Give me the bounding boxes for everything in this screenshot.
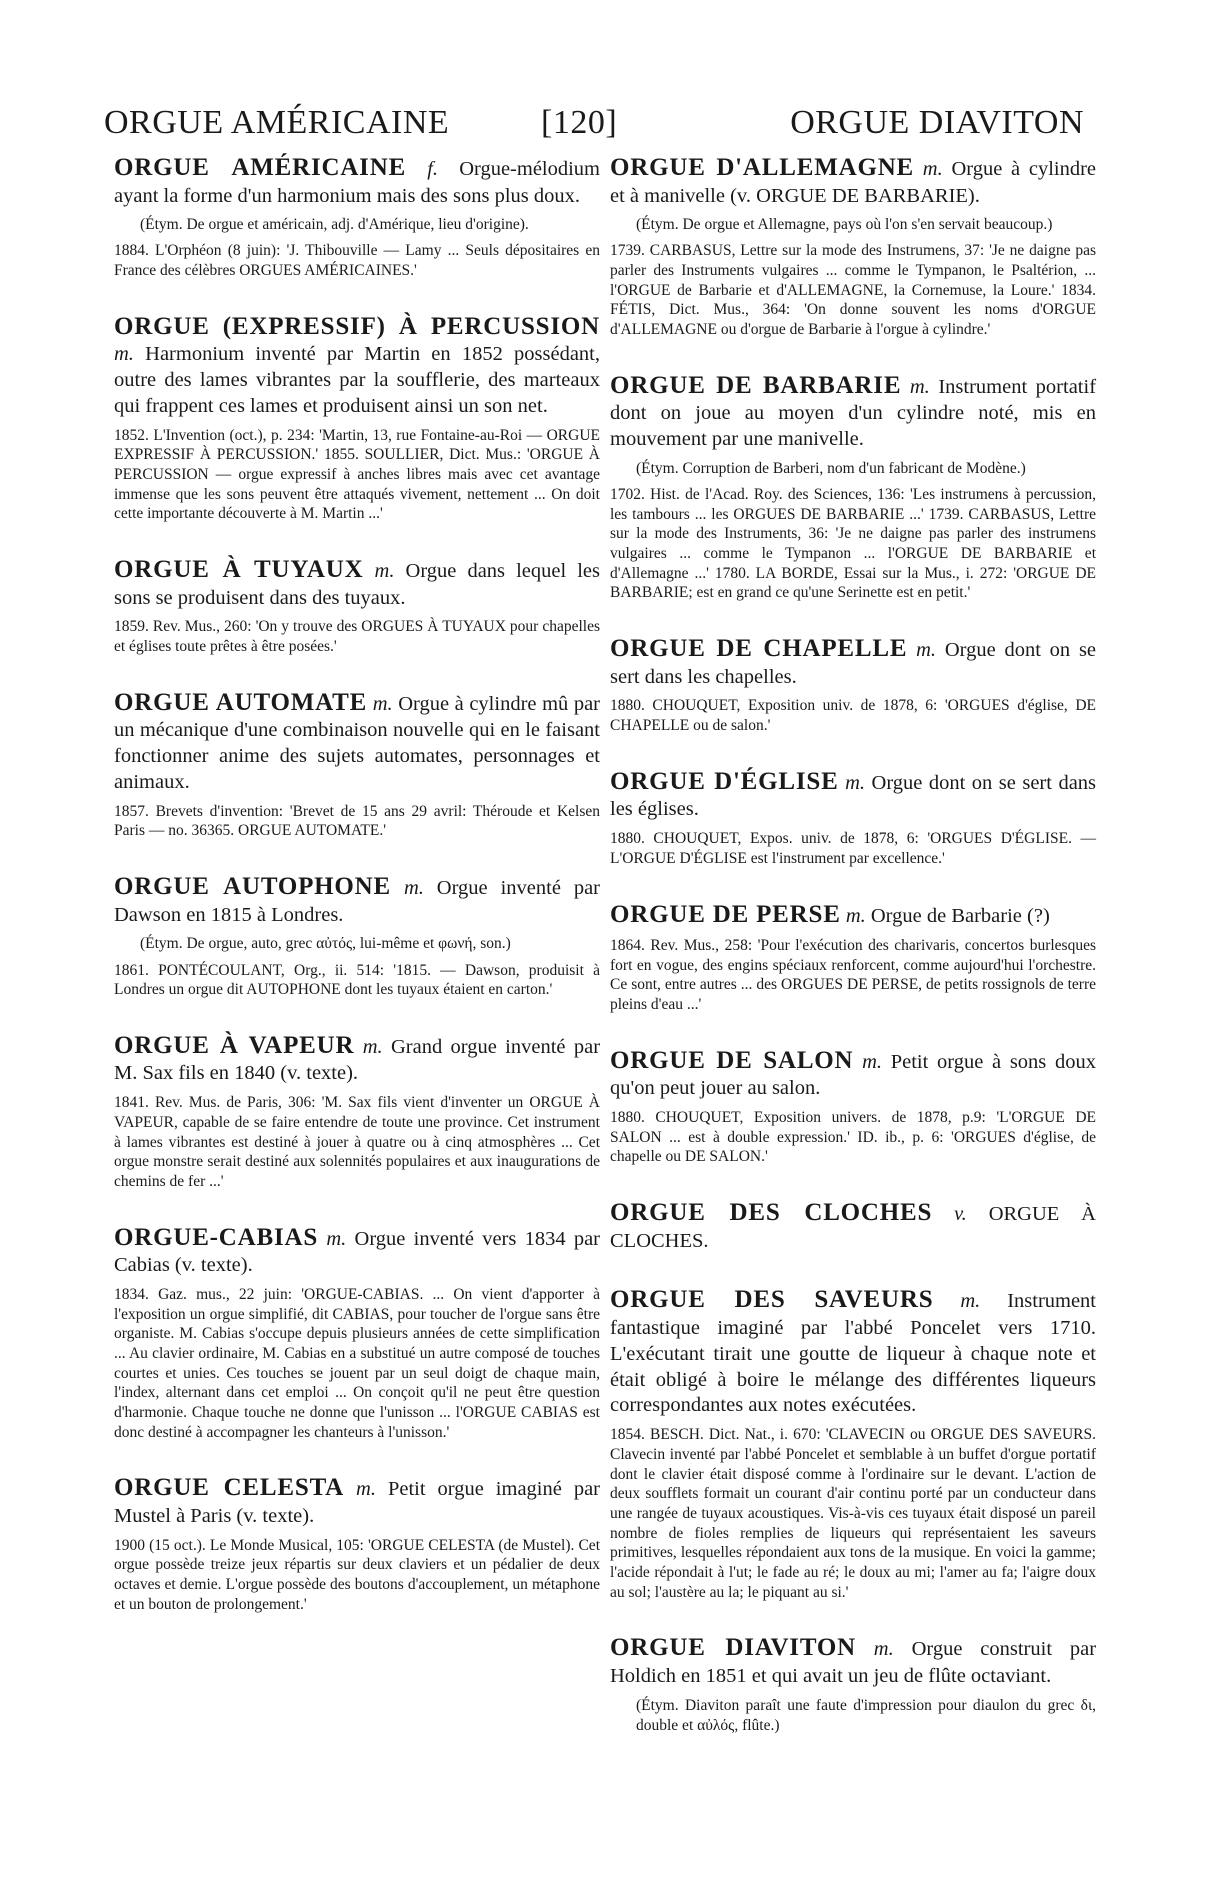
entry-definition-line (610, 1284, 1096, 1419)
entry-citations: 1852. L'Invention (oct.), p. 234: 'Martin, 13, rue Fontaine-au-Roi — ORGUE EXPRESSIF À PERCUSSION.' 1855. SOULLIER, Dict. Mus.: 'ORGUE À PERCUSSION — orgue expressif à anches libres mais avec cet avantage immense que les sons peuvent être attaqués vivement, nettement ... On doit cette importante découverte à M. Martin ...' (114, 426, 600, 523)
entry-part-of-speech: f. (427, 158, 439, 180)
entry-definition: Petit orgue imaginé par Mustel à Paris (v. texte). (114, 1478, 601, 1527)
dictionary-entry (610, 1045, 1096, 1167)
dictionary-entry (114, 687, 600, 841)
entry-headword: ORGUE DE SALON (610, 1046, 854, 1074)
entry-part-of-speech: m. (873, 1638, 894, 1661)
entry-citations: 1880. CHOUQUET, Expos. univ. de 1878, 6: 'ORGUES D'ÉGLISE. — L'ORGUE D'ÉGLISE est l'instrument par excellence.' (610, 830, 1096, 867)
entry-citations: 1861. PONTÉCOULANT, Org., ii. 514: '1815. — Dawson, produisit à Londres un orgue dit AUTOPHONE dont les tuyaux étaient en carton.' (114, 961, 600, 999)
entry-headword: ORGUE À VAPEUR (114, 1031, 355, 1059)
left-column (114, 152, 600, 1644)
entry-definition-line (114, 871, 600, 928)
entry-citations: 1854. BESCH. Dict. Nat., i. 670: 'CLAVECIN ou ORGUE DES SAVEURS. Clavecin inventé par l'abbé Poncelet et semblable à un buffet d'orgue portatif dont le clavier était disposé comme à l'ordinaire sur le devant. L'action de deux soufflets formait un courant d'air continu porté par un conducteur dans une rangée de tuyaux acoustiques. Vis-à-vis ces tuyaux était disposé un pareil nombre de fioles remplies de liqueurs qui représentaient les saveurs primitives, lesquelles répondaient aux tons de la musique. En voici la gamme; l'acide répondait à l'ut; le fade au ré; le doux au mi; l'amer au fa; l'aigre doux au sol; l'austère au la; le piquant au si.' (610, 1426, 1096, 1601)
entry-definition: Orgue inventé par Dawson en 1815 à Londres. (114, 877, 601, 926)
entry-headword: ORGUE DES CLOCHES (610, 1199, 933, 1227)
entry-headword: ORGUE DIAVITON (610, 1634, 856, 1662)
entry-part-of-speech: m. (909, 375, 930, 398)
entry-headword: ORGUE (EXPRESSIF) À PERCUSSION (114, 312, 600, 340)
entry-definition-line (610, 1632, 1096, 1689)
dictionary-entry (114, 1222, 600, 1443)
entry-headword: ORGUE À TUYAUX (114, 556, 364, 584)
entry-definition-line (610, 766, 1096, 823)
entry-headword: ORGUE-CABIAS (114, 1223, 319, 1251)
entry-definition-line (610, 633, 1096, 690)
entry-part-of-speech: m. (845, 904, 866, 927)
entry-definition: Orgue dans lequel les sons se produisent dans des tuyaux. (114, 560, 600, 609)
entry-headword: ORGUE DES SAVEURS (610, 1286, 934, 1314)
dictionary-entry (610, 1284, 1096, 1602)
entry-definition: Orgue à cylindre et à manivelle (v. ORGUE DE BARBARIE). (610, 158, 1097, 207)
entry-definition-line (114, 311, 600, 420)
dictionary-entry (114, 1030, 600, 1192)
entry-etymology: (Étym. Diaviton paraît une faute d'impression pour diaulon du grec δι, double et αὐλός, flûte.) (636, 1696, 1096, 1734)
entry-definition: Harmonium inventé par Martin en 1852 possédant, outre des lames vibrantes par la soufflerie, des marteaux qui frappent ces lames et produisent ainsi un son net. (114, 343, 601, 417)
entry-part-of-speech: m. (356, 1478, 376, 1501)
entry-definition-line (114, 687, 600, 796)
entry-citations: 1834. Gaz. mus., 22 juin: 'ORGUE-CABIAS. ... On vient d'apporter à l'exposition un orgue simplifié, dit CABIAS, pour toucher de l'orgue sans être organiste. M. Cabias s'occupe depuis plusieurs années de cette simplification ... Au clavier ordinaire, M. Cabias en a substitué un autre composé de touches courtes et unies. Ces touches se jouent par un seul doigt de chaque main, l'index, alternant dans cet emploi ... On conçoit qu'il ne peut être question d'harmonie. Chaque touche ne donne que l'unisson ... l'ORGUE CABIAS est donc destiné à accompagner les chanteurs à l'unisson.' (114, 1285, 600, 1441)
dictionary-entry (114, 311, 600, 524)
entry-definition-line (610, 1197, 1096, 1254)
entry-definition-line (114, 554, 600, 611)
entry-definition-line (610, 370, 1096, 453)
entry-part-of-speech: m. (960, 1290, 981, 1313)
entry-citations: 1900 (15 oct.). Le Monde Musical, 105: 'ORGUE CELESTA (de Mustel). Cet orgue possède treize jeux répartis sur deux claviers et un pédalier de deux octaves et demie. L'orgue possède des boutons d'accouplement, un métaphone et un bouton de prolongement.' (114, 1536, 600, 1613)
running-head (104, 104, 1084, 144)
entry-part-of-speech: m. (916, 639, 937, 662)
entry-part-of-speech: m. (403, 877, 424, 900)
entry-definition-line (114, 1222, 600, 1279)
entry-headword: ORGUE D'ÉGLISE (610, 767, 839, 795)
entry-headword: ORGUE AUTOMATE (114, 688, 368, 716)
entry-definition-line (610, 1045, 1096, 1102)
entry-definition-line (114, 1472, 600, 1529)
entry-citations: 1880. CHOUQUET, Exposition univ. de 1878, 6: 'ORGUES d'église, DE CHAPELLE ou de salon.' (610, 697, 1096, 735)
entry-headword: ORGUE DE CHAPELLE (610, 635, 908, 663)
entry-definition-line (610, 152, 1096, 209)
entry-headword: ORGUE DE PERSE (610, 900, 841, 928)
page-number: [120] (541, 104, 618, 141)
entry-citations: 1859. Rev. Mus., 260: 'On y trouve des ORGUES À TUYAUX pour chapelles et églises toute prêtes à être posées.' (114, 618, 600, 656)
entry-part-of-speech: m. (372, 692, 393, 715)
entry-citations: 1880. CHOUQUET, Exposition univers. de 1878, p.9: 'L'ORGUE DE SALON ... est à double expression.' ID. ib., p. 6: 'ORGUES d'église, de chapelle ou DE SALON.' (610, 1109, 1096, 1166)
dictionary-entry (610, 899, 1096, 1015)
entry-definition: Orgue dont on se sert dans les chapelles. (610, 639, 1097, 688)
dictionary-entry (610, 1632, 1096, 1736)
entry-definition: Instrument portatif dont on joue au moyen d'un cylindre noté, mis en mouvement par une manivelle. (610, 375, 1097, 451)
entry-definition: Grand orgue inventé par M. Sax fils en 1840 (v. texte). (114, 1035, 601, 1085)
dictionary-entry (610, 766, 1096, 869)
entry-definition: Instrument fantastique imaginé par l'abbé Poncelet vers 1710. L'exécutant tirait une goutte de liqueur à chaque note et était obligé à boire le mélange des différentes liqueurs correspondantes aux notes exécutées. (610, 1290, 1097, 1417)
entry-citations: 1841. Rev. Mus. de Paris, 306: 'M. Sax fils vient d'inventer un ORGUE À VAPEUR, capable de se faire entendre de toute une province. Cet instrument à lames vibrantes est destiné à jouer à quatre ou à cinq atmosphères ... Cet orgue monstre serait destiné aux solennités populaires et aux inaugurations de chemins de fer ...' (114, 1094, 600, 1190)
entry-citations: 1864. Rev. Mus., 258: 'Pour l'exécution des charivaris, concertos burlesques fort en vogue, des engins spéciaux renforcent, comme aujourd'hui l'orchestre. Ce sont, entre autres ... des ORGUES DE PERSE, de petits rossignols de terre pleins d'eau ...' (610, 937, 1096, 1014)
entry-definition: Orgue-mélodium ayant la forme d'un harmonium mais des sons plus doux. (114, 158, 601, 207)
entry-headword: ORGUE CELESTA (114, 1474, 345, 1502)
dictionary-entry (114, 1472, 600, 1614)
entry-citations: 1739. CARBASUS, Lettre sur la mode des Instrumens, 37: 'Je ne daigne pas parler des Instruments vulgaires ... comme le Tympanon, le Psaltérion, ... l'ORGUE de Barbarie et d'ALLEMAGNE, la Cornemuse, la Loure.' 1834. FÉTIS, Dict. Mus., 364: 'On donne souvent les noms d'ORGUE d'ALLEMAGNE ou d'orgue de Barbarie à l'orgue à cylindre.' (610, 242, 1096, 339)
entry-citations: 1857. Brevets d'invention: 'Brevet de 15 ans 29 avril: Théroude et Kelsen Paris — no. 36365. ORGUE AUTOMATE.' (114, 802, 600, 840)
dictionary-entry (114, 871, 600, 1000)
entry-definition-line (610, 899, 1096, 931)
entry-definition: Orgue inventé vers 1834 par Cabias (v. texte). (114, 1227, 601, 1277)
entry-etymology: (Étym. De orgue, auto, grec αὐτός, lui-même et φωνή, son.) (140, 935, 511, 953)
entry-etymology: (Étym. De orgue et américain, adj. d'Amérique, lieu d'origine). (140, 216, 529, 234)
running-head-right: ORGUE DIAVITON (790, 104, 1084, 141)
entry-etymology: (Étym. Corruption de Barberi, nom d'un fabricant de Modène.) (636, 459, 1026, 477)
entry-definition: Orgue construit par Holdich en 1851 et qui avait un jeu de flûte octaviant. (610, 1638, 1097, 1687)
dictionary-entry (610, 633, 1096, 736)
entry-part-of-speech: m. (845, 771, 866, 794)
entry-part-of-speech: m. (922, 158, 943, 180)
entry-definition: Petit orgue à sons doux qu'on peut jouer au salon. (610, 1050, 1096, 1100)
right-column (610, 152, 1096, 1766)
entry-citations: 1702. Hist. de l'Acad. Roy. des Sciences, 136: 'Les instrumens à percussion, les tambours ... les ORGUES DE BARBARIE ...' 1739. CARBASUS, Lettre sur la mode des Instruments, 36: 'Je ne daigne pas parler des instrumens vulgaires ... comme le Tympanon ... l'ORGUE DE BARBARIE et d'Allemagne ...' 1780. LA BORDE, Essai sur la Mus., i. 272: 'ORGUE DE BARBARIE; est en grand ce qu'une Serinette est en petit.' (610, 486, 1096, 602)
entry-definition: Orgue de Barbarie (?) (870, 904, 1050, 927)
entry-headword: ORGUE AMÉRICAINE (114, 154, 407, 181)
entry-part-of-speech: v. (954, 1203, 967, 1226)
entry-headword: ORGUE DE BARBARIE (610, 371, 902, 399)
entry-citations: 1884. L'Orphéon (8 juin): 'J. Thibouville — Lamy ... Seuls dépositaires en France des célèbres ORGUES AMÉRICAINES.' (114, 242, 600, 280)
entry-headword: ORGUE AUTOPHONE (114, 873, 392, 901)
dictionary-entry (610, 1197, 1096, 1254)
entry-definition: Orgue dont on se sert dans les églises. (610, 771, 1097, 821)
entry-part-of-speech: m. (114, 343, 134, 366)
entry-definition: ORGUE À CLOCHES. (610, 1203, 1096, 1252)
entry-part-of-speech: m. (862, 1050, 883, 1073)
entry-definition-line (114, 152, 600, 209)
entry-definition: Orgue à cylindre mû par un mécanique d'une combinaison nouvelle qui en le faisant fonctionner anime des sujets automates, personnages et animaux. (114, 692, 601, 793)
entry-part-of-speech: m. (374, 560, 395, 583)
entry-part-of-speech: m. (326, 1227, 347, 1250)
running-head-left: ORGUE AMÉRICAINE (104, 104, 450, 141)
dictionary-entry (114, 152, 600, 281)
dictionary-entry (114, 554, 600, 657)
entry-etymology: (Étym. De orgue et Allemagne, pays où l'on s'en servait beaucoup.) (636, 216, 1053, 234)
entry-definition-line (114, 1030, 600, 1087)
entry-part-of-speech: m. (362, 1035, 383, 1058)
entry-headword: ORGUE D'ALLEMAGNE (610, 154, 915, 181)
dictionary-entry (610, 152, 1096, 340)
dictionary-entry (610, 370, 1096, 603)
